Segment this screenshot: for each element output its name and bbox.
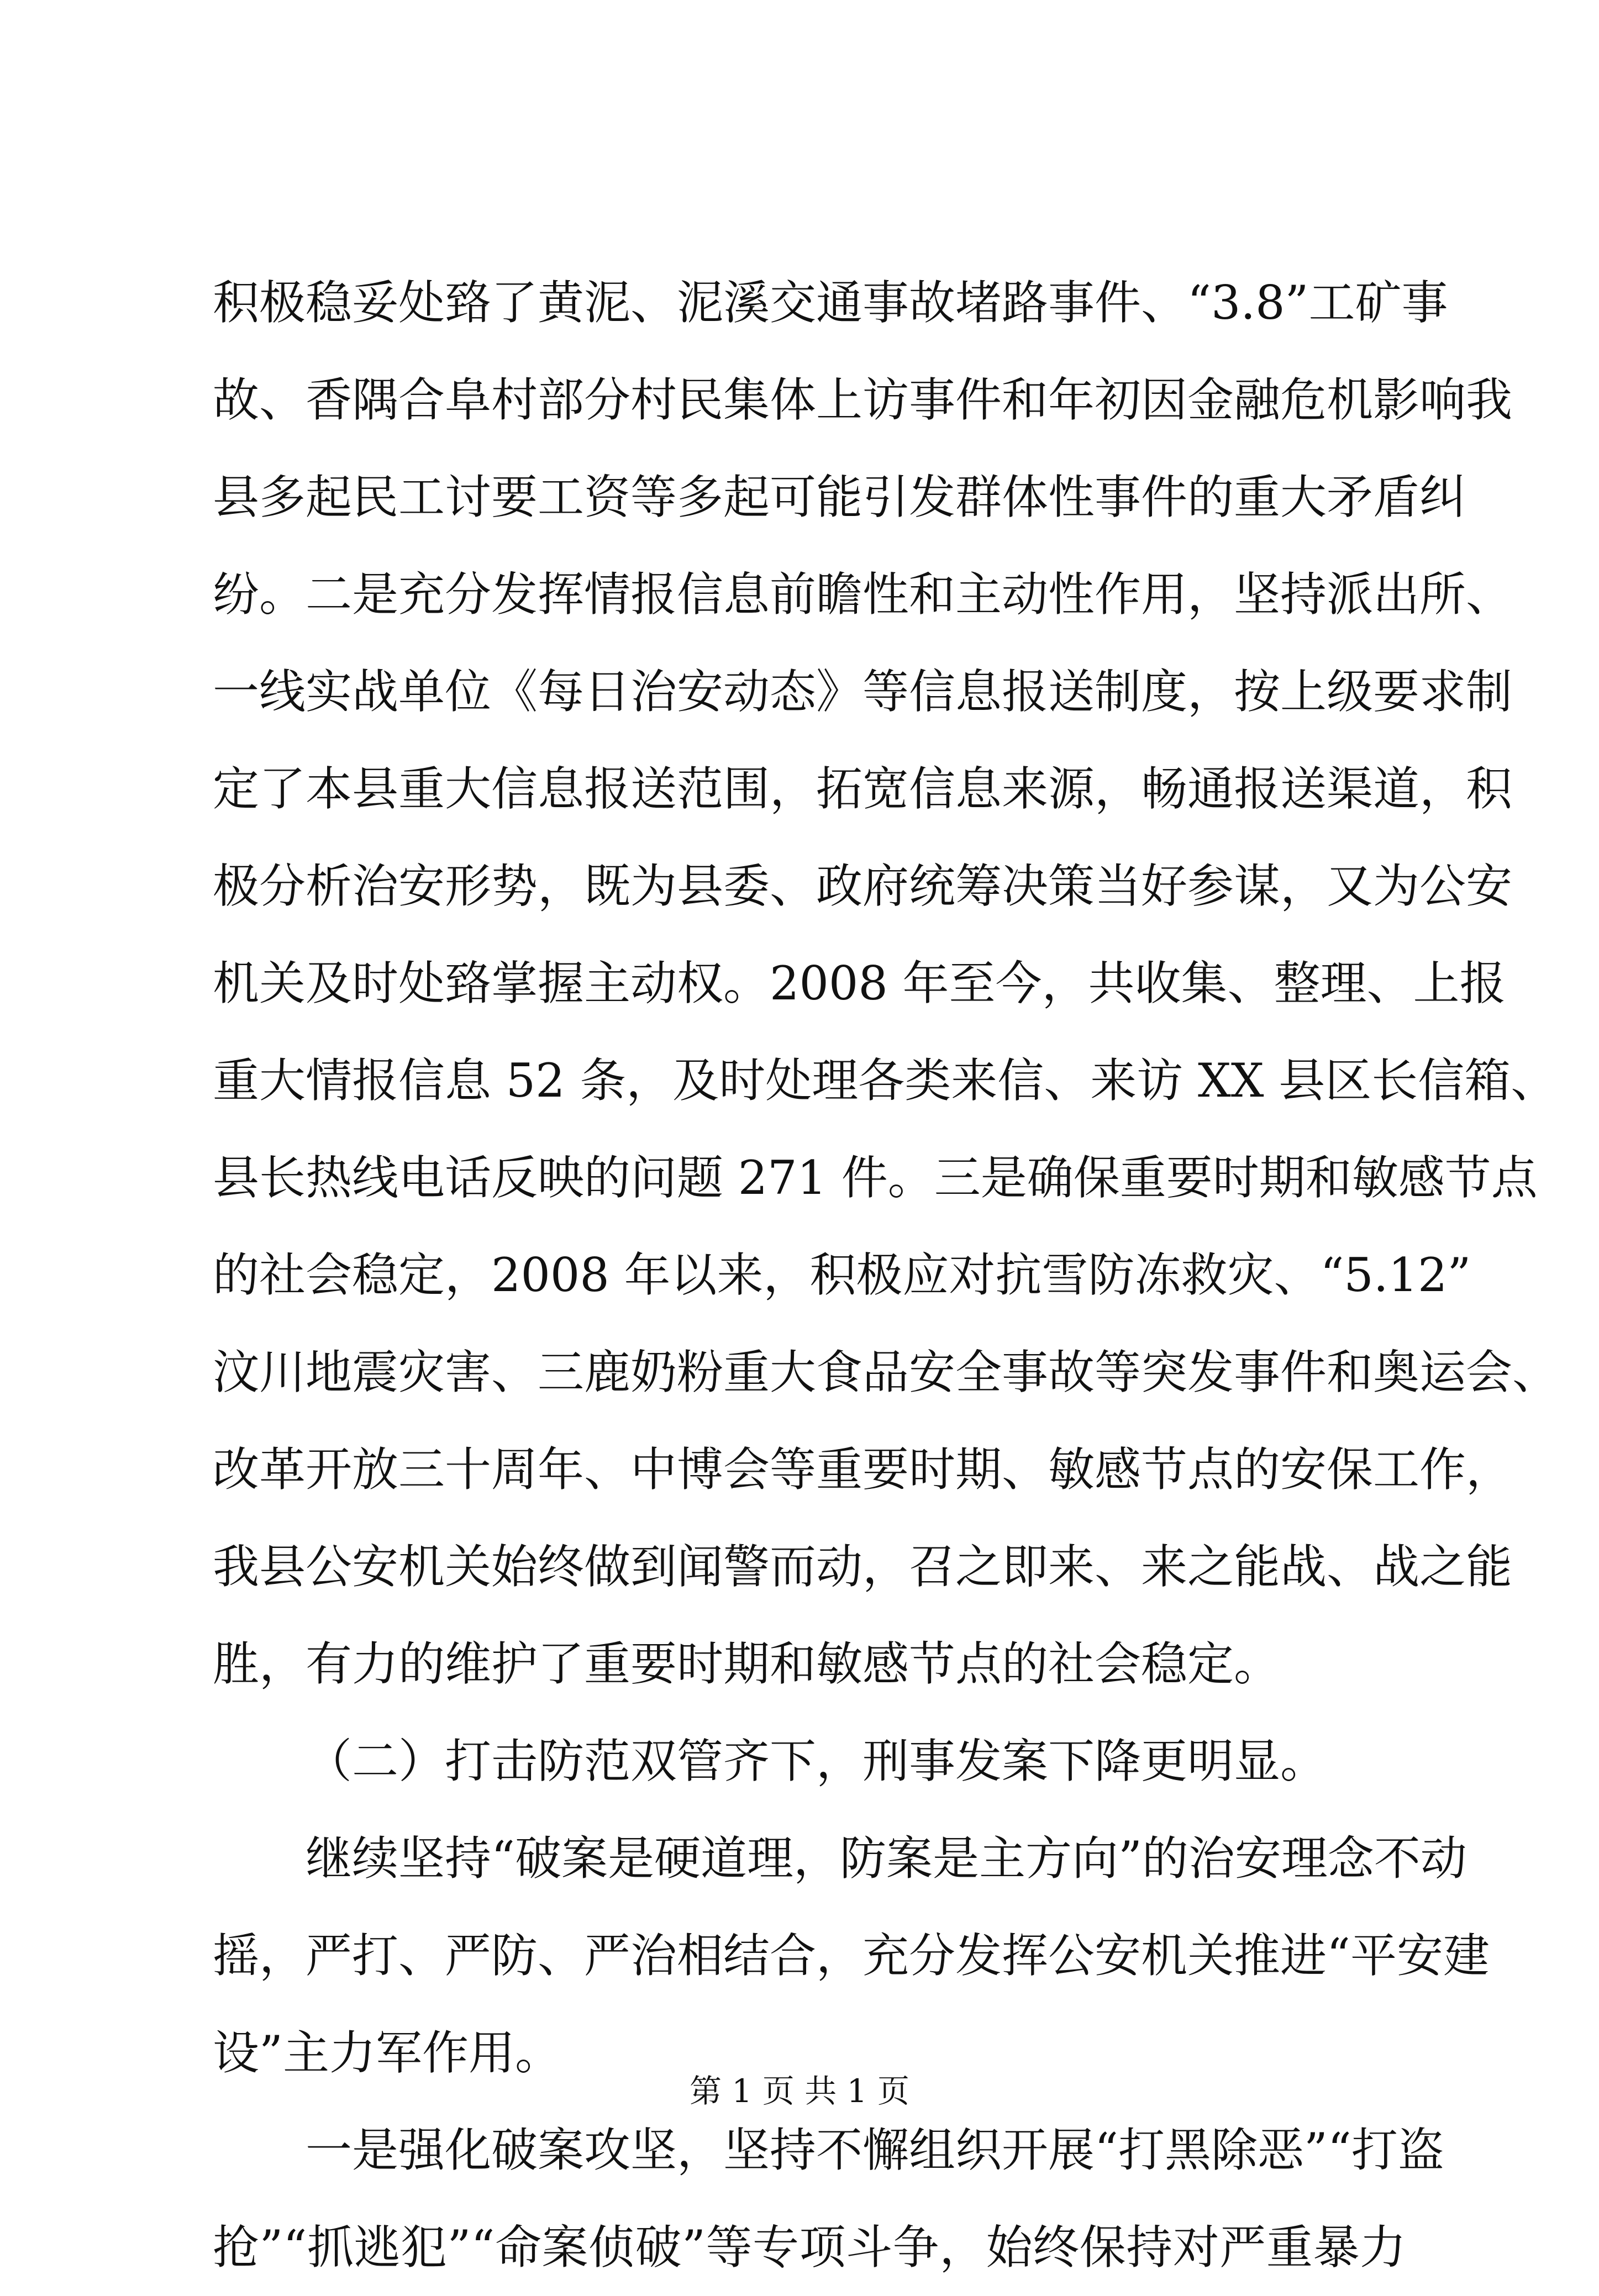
text-line: 极分析治安形势，既为县委、政府统筹决策当好参谋，又为公安 xyxy=(213,859,1513,913)
text-line: 汶川地震灾害、三鹿奶粉重大食品安全事故等突发事件和奥运会、 xyxy=(213,1345,1559,1399)
text-line: 的社会稳定，2008 年以来，积极应对抗雪防冻救灾、“5.12” xyxy=(213,1248,1471,1302)
text-line: 定了本县重大信息报送范围，拓宽信息来源，畅通报送渠道，积 xyxy=(213,762,1513,816)
page-footer: 第 1 页 共 1 页 xyxy=(690,2072,909,2110)
text-line: 机关及时处臵掌握主动权。2008 年至今，共收集、整理、上报 xyxy=(213,956,1506,1010)
text-line: 积极稳妥处臵了黄泥、泥溪交通事故堵路事件、“3.8”工矿事 xyxy=(213,276,1448,330)
text-line: 一线实战单位《每日治安动态》等信息报送制度，按上级要求制 xyxy=(213,665,1513,719)
section-heading: （二）打击防范双管齐下，刑事发案下降更明显。 xyxy=(306,1734,1327,1788)
paragraph-end-line: 设”主力军作用。 xyxy=(213,2026,561,2080)
text-line: 改革开放三十周年、中博会等重要时期、敏感节点的安保工作， xyxy=(213,1442,1513,1497)
text-line: 故、香隅合阜村部分村民集体上访事件和年初因金融危机影响我 xyxy=(213,373,1513,427)
text-line: 抢”“抓逃犯”“命案侦破”等专项斗争，始终保持对严重暴力 xyxy=(213,2220,1406,2274)
text-line: 重大情报信息 52 条，及时处理各类来信、来访 XX 县区长信箱、 xyxy=(213,1054,1558,1108)
text-line: 纷。二是充分发挥情报信息前瞻性和主动性作用，坚持派出所、 xyxy=(213,567,1513,622)
text-line: 县长热线电话反映的问题 271 件。三是确保重要时期和敏感节点 xyxy=(213,1151,1538,1205)
paragraph-first-line: 一是强化破案攻坚，坚持不懈组织开展“打黑除恶”“打盗 xyxy=(306,2123,1444,2177)
body-text xyxy=(213,254,1559,2296)
text-line: 我县公安机关始终做到闻警而动，召之即来、来之能战、战之能 xyxy=(213,1540,1513,1594)
paragraph-end-line: 胜，有力的维护了重要时期和敏感节点的社会稳定。 xyxy=(213,1637,1281,1691)
text-line: 县多起民工讨要工资等多起可能引发群体性事件的重大矛盾纠 xyxy=(213,470,1466,524)
paragraph-first-line: 继续坚持“破案是硬道理，防案是主方向”的治安理念不动 xyxy=(306,1831,1467,1886)
text-line: 摇，严打、严防、严治相结合，充分发挥公安机关推进“平安建 xyxy=(213,1929,1490,1983)
